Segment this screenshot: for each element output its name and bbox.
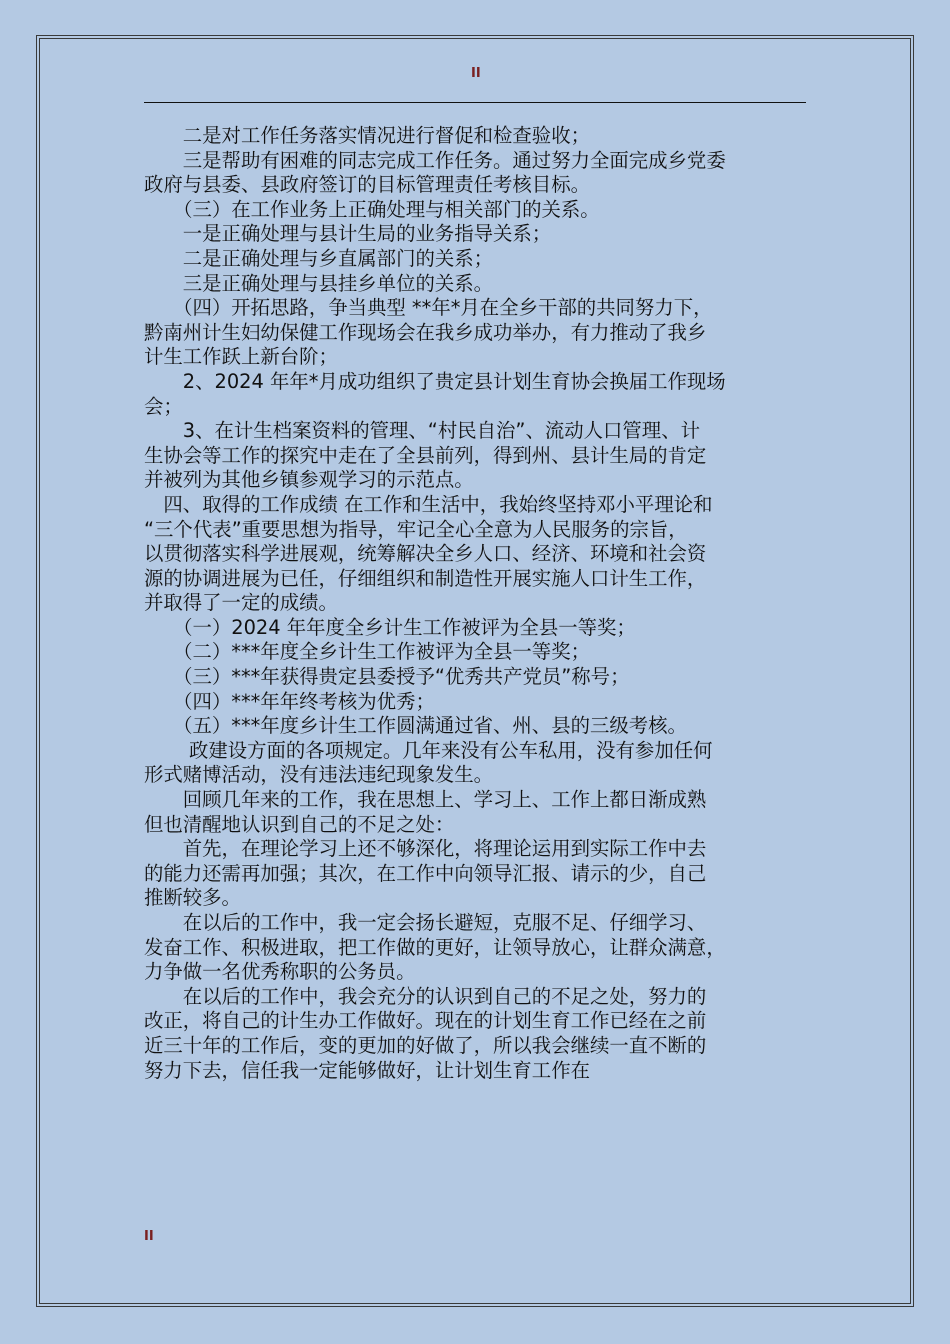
paragraph-line: 首先，在理论学习上还不够深化，将理论运用到实际工作中去 [144, 837, 707, 861]
header-mark: II [471, 66, 481, 81]
paragraph-line: 四、取得的工作成绩 在工作和生活中，我始终坚持邓小平理论和 [144, 492, 713, 516]
paragraph-line: 生协会等工作的探究中走在了全县前列，得到州、县计生局的肯定 [144, 443, 707, 467]
paragraph-line: 努力下去，信任我一定能够做好，让计划生育工作在 [144, 1058, 590, 1082]
paragraph-line: 二是正确处理与乡直属部门的关系； [144, 246, 494, 270]
paragraph-line: 计生工作跃上新台阶； [144, 345, 338, 369]
paragraph-line: 改正，将自己的计生办工作做好。现在的计划生育工作已经在之前 [144, 1009, 707, 1033]
paragraph-line: 并取得了一定的成绩。 [144, 591, 338, 615]
paragraph-line: 三是帮助有困难的同志完成工作任务。通过努力全面完成乡党委 [144, 148, 726, 172]
paragraph-line: 形式赌博活动，没有违法违纪现象发生。 [144, 763, 494, 787]
paragraph-line: 发奋工作、积极进取，把工作做的更好，让领导放心，让群众满意， [144, 935, 726, 959]
paragraph-line: 会； [144, 394, 183, 418]
paragraph-line: （二）***年度全乡计生工作被评为全县一等奖； [144, 640, 590, 664]
paragraph-line: 三是正确处理与县挂乡单位的关系。 [144, 271, 494, 295]
paragraph-line: 源的协调进展为已任，仔细组织和制造性开展实施人口计生工作， [144, 566, 707, 590]
paragraph-line: 并被列为其他乡镇参观学习的示范点。 [144, 468, 474, 492]
paragraph-line: 2、2024 年年*月成功组织了贵定县计划生育协会换届工作现场 [144, 369, 726, 393]
paragraph-line: （一）2024 年年度全乡计生工作被评为全县一等奖； [144, 615, 636, 639]
paragraph-line: 但也清醒地认识到自己的不足之处： [144, 812, 455, 836]
paragraph-line: 政建设方面的各项规定。几年来没有公车私用，没有参加任何 [144, 738, 713, 762]
paragraph-line: “三个代表”重要思想为指导，牢记全心全意为人民服务的宗旨， [144, 517, 688, 541]
paragraph-line: 一是正确处理与县计生局的业务指导关系； [144, 222, 552, 246]
paragraph-line: （三）***年获得贵定县委授予“优秀共产党员”称号； [144, 665, 630, 689]
paragraph-line: 的能力还需再加强；其次，在工作中向领导汇报、请示的少，自己 [144, 861, 707, 885]
paragraph-line: 3、在计生档案资料的管理、“村民自治”、流动人口管理、计 [144, 419, 700, 443]
paragraph-line: 回顾几年来的工作，我在思想上、学习上、工作上都日渐成熟 [144, 788, 707, 812]
paragraph-line: 推断较多。 [144, 886, 241, 910]
paragraph-line: （四）***年年终考核为优秀； [144, 689, 435, 713]
paragraph-line: （三）在工作业务上正确处理与相关部门的关系。 [144, 197, 600, 221]
paragraph-line: 二是对工作任务落实情况进行督促和检查验收； [144, 124, 590, 147]
header-rule [144, 102, 806, 103]
paragraph-line: 黔南州计生妇幼保健工作现场会在我乡成功举办，有力推动了我乡 [144, 320, 707, 344]
paragraph-line: 政府与县委、县政府签订的目标管理责任考核目标。 [144, 173, 590, 197]
paragraph-line: （四）开拓思路，争当典型 **年*月在全乡干部的共同努力下， [144, 296, 713, 320]
paragraph-line: 在以后的工作中，我一定会扬长避短，克服不足、仔细学习、 [144, 911, 707, 934]
footer-mark: II [144, 1229, 154, 1244]
paragraph-line: 近三十年的工作后，变的更加的好做了，所以我会继续一直不断的 [144, 1033, 707, 1057]
paragraph-line: 力争做一名优秀称职的公务员。 [144, 960, 416, 984]
paragraph-line: 以贯彻落实科学进展观，统筹解决全乡人口、经济、环境和社会资 [144, 542, 707, 566]
document-body [144, 124, 820, 1083]
paragraph-line: （五）***年度乡计生工作圆满通过省、州、县的三级考核。 [144, 714, 687, 738]
paragraph-line: 在以后的工作中，我会充分的认识到自己的不足之处，努力的 [144, 984, 707, 1008]
